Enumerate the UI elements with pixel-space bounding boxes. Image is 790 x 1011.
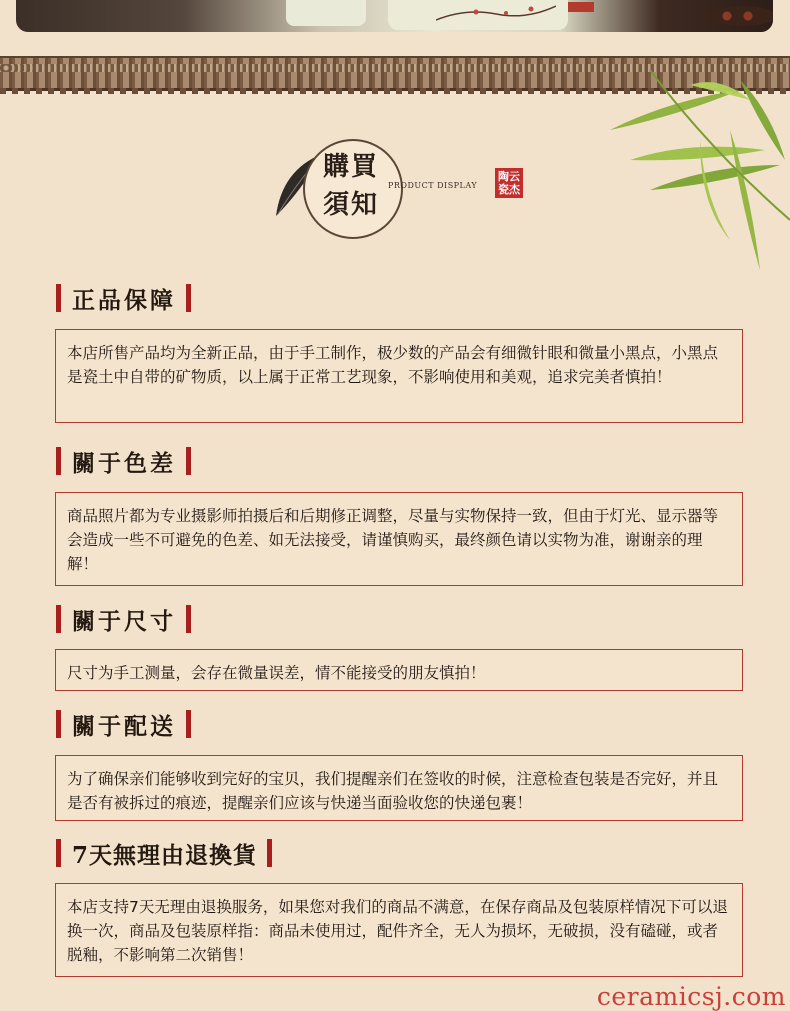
title-line: 購買 [322, 152, 379, 182]
section-title: 7天無理由退換貨 [72, 841, 258, 869]
bamboo-leaves-icon [590, 70, 790, 280]
page-title [309, 148, 393, 224]
seal-stamp [495, 168, 523, 198]
section-title: 正品保障 [72, 286, 176, 314]
title-line: 須知 [322, 190, 379, 220]
vase-label [568, 2, 594, 12]
heading-bar-right [267, 839, 272, 867]
section-title: 關于尺寸 [72, 607, 176, 635]
page-subtitle: PRODUCT DISPLAY [388, 181, 478, 190]
section-heading [56, 709, 191, 739]
top-product-photo [16, 0, 773, 32]
section-title: 關于色差 [72, 449, 176, 477]
section-heading [56, 604, 191, 634]
section-body: 尺寸为手工测量，会存在微量误差，情不能接受的朋友慎拍！ [55, 649, 743, 691]
section-body: 商品照片都为专业摄影师拍摄后和后期修正调整，尽量与实物保持一致，但由于灯光、显示器等会造成一些不可避免的色差、如无法接受，请谨慎购买，最终颜色请以实物为准，谢谢亲的理解！ [55, 492, 743, 586]
heading-bar-right [186, 710, 191, 738]
heading-bar-right [186, 447, 191, 475]
section-body: 为了确保亲们能够收到完好的宝贝，我们提醒亲们在签收的时候，注意检查包装是否完好，并且是否有被拆过的痕迹，提醒亲们应该与快递当面验收您的快递包裹！ [55, 755, 743, 821]
section-body: 本店所售产品均为全新正品，由于手工制作，极少数的产品会有细微针眼和微量小黑点，小黑点是瓷土中自带的矿物质，以上属于正常工艺现象，不影响使用和美观，追求完美者慎拍！ [55, 329, 743, 423]
section-heading [56, 283, 191, 313]
vase-image [286, 0, 366, 26]
bead-bracelet-image [706, 6, 773, 26]
heading-bar-right [186, 605, 191, 633]
watermark: ceramicsj.com [596, 982, 786, 1011]
heading-bar-right [186, 284, 191, 312]
section-heading [56, 838, 272, 868]
section-body: 本店支持7天无理由退换服务，如果您对我们的商品不满意，在保存商品及包装原样情况下可以退换一次，商品及包装原样指：商品未使用过，配件齐全，无人为损坏，无破损，没有磕碰，或者脱釉，不影响第二次销售！ [55, 883, 743, 977]
section-title: 關于配送 [72, 712, 176, 740]
section-heading [56, 446, 191, 476]
plum-branch-icon [436, 4, 556, 22]
seal-text: 陶云瓷杰 [498, 170, 520, 196]
